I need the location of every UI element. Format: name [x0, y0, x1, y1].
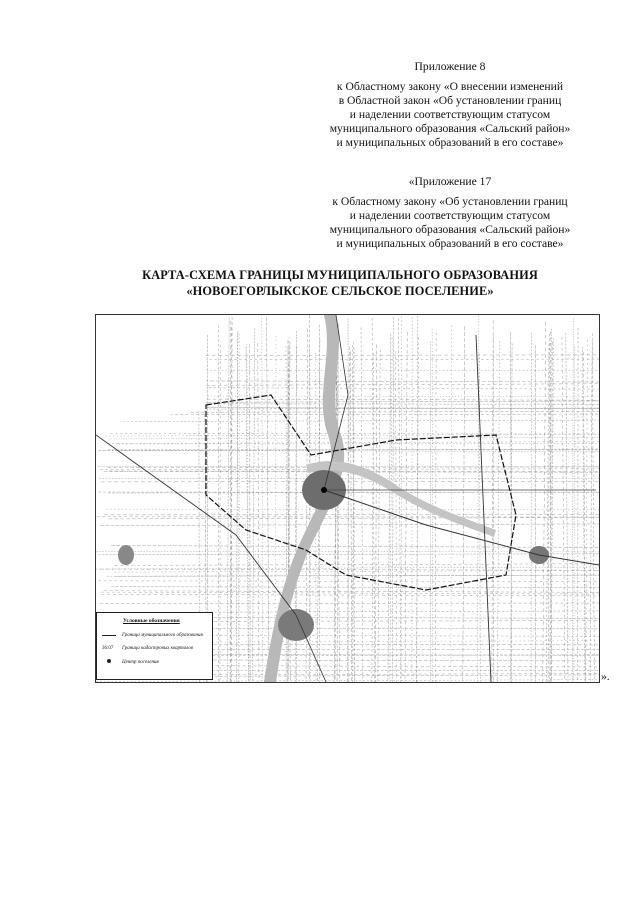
field-line — [108, 420, 599, 422]
field-line — [98, 581, 599, 582]
field-line — [100, 569, 599, 570]
field-line — [114, 571, 599, 573]
field-line — [396, 351, 397, 682]
town-area — [118, 545, 134, 565]
field-line — [98, 554, 599, 555]
field-line — [390, 337, 392, 682]
appendix-8-line: и муниципальных образований в его составе» — [336, 136, 564, 149]
map-legend — [96, 612, 213, 680]
field-line — [492, 320, 493, 682]
field-line — [546, 344, 549, 682]
field-line — [497, 341, 499, 682]
field-line — [351, 351, 352, 682]
field-line — [111, 587, 599, 588]
appendix-8-block — [280, 60, 620, 150]
field-line — [572, 319, 573, 682]
field-line — [266, 317, 269, 682]
field-line — [113, 414, 599, 415]
appendix-17-line: к Областному закону «Об установлении границ — [332, 195, 568, 208]
field-line — [101, 481, 599, 482]
legend-label: Граница кадастровых кварталов — [122, 646, 194, 651]
legend-item-cadastral — [102, 646, 193, 651]
field-line — [227, 318, 229, 682]
field-line — [401, 316, 402, 682]
field-line — [388, 333, 391, 682]
field-line — [361, 327, 363, 682]
appendix-8-heading: Приложение 8 — [414, 60, 486, 73]
field-line — [99, 478, 599, 479]
field-line — [109, 518, 599, 519]
field-line — [102, 594, 599, 596]
closing-quote: ». — [601, 670, 610, 683]
field-line — [110, 433, 599, 434]
road — [476, 335, 491, 682]
legend-item-center — [102, 659, 159, 665]
field-line — [232, 317, 233, 682]
appendix-17-line: и муниципальных образований в его составе» — [336, 237, 564, 250]
field-line — [239, 334, 240, 682]
field-line — [451, 326, 452, 682]
legend-title: Условные обозначения — [123, 618, 180, 624]
field-line — [96, 567, 599, 569]
field-line — [399, 318, 401, 682]
field-line — [115, 564, 599, 566]
field-line — [590, 341, 592, 682]
field-line — [258, 343, 259, 682]
appendix-8-line: в Областной закон «Об установлении границ — [338, 94, 562, 107]
field-line — [246, 347, 248, 682]
field-line — [107, 509, 599, 510]
field-line — [101, 592, 599, 594]
map-title-line-2: «НОВОЕГОРЛЫКСКОЕ СЕЛЬСКОЕ ПОСЕЛЕНИЕ» — [186, 284, 494, 298]
field-line — [586, 340, 588, 682]
settlement-center-marker — [321, 487, 327, 493]
legend-label: Граница муниципального образования — [122, 633, 203, 638]
field-line — [250, 344, 251, 682]
legend-item-boundary — [102, 633, 203, 638]
appendix-17-block — [280, 175, 620, 251]
appendix-8-line: муниципального образования «Сальский район» — [329, 122, 571, 135]
appendix-8-line: к Областному закону «О внесении изменений — [336, 80, 564, 93]
field-line — [111, 546, 599, 548]
field-line — [592, 333, 594, 682]
field-line — [562, 337, 565, 682]
cadastral-code-symbol: 36:07 — [102, 646, 114, 651]
settlement-center-icon — [102, 659, 116, 665]
field-line — [376, 345, 377, 682]
field-line — [106, 434, 599, 436]
map-title-line-1: КАРТА-СХЕМА ГРАНИЦЫ МУНИЦИПАЛЬНОГО ОБРАЗОВАНИЯ — [142, 268, 538, 282]
field-line — [236, 331, 238, 682]
legend-label: Центр поселения — [122, 659, 159, 665]
map-title — [60, 267, 620, 299]
appendix-17-heading: «Приложение 17 — [408, 175, 492, 188]
field-line — [262, 315, 263, 682]
appendix-8-line: и наделении соответствующим статусом — [349, 108, 551, 121]
town-area — [278, 609, 314, 641]
field-line — [237, 333, 239, 682]
field-line — [100, 524, 599, 526]
boundary-line-symbol — [102, 635, 116, 636]
field-line — [230, 321, 231, 682]
appendix-17-line: муниципального образования «Сальский район» — [329, 223, 571, 236]
field-line — [543, 322, 546, 682]
outside-area — [96, 315, 206, 425]
field-line — [100, 603, 599, 604]
field-line — [115, 451, 599, 452]
appendix-17-line: и наделении соответствующим статусом — [349, 209, 551, 222]
field-line — [392, 317, 393, 682]
field-line — [566, 333, 568, 682]
